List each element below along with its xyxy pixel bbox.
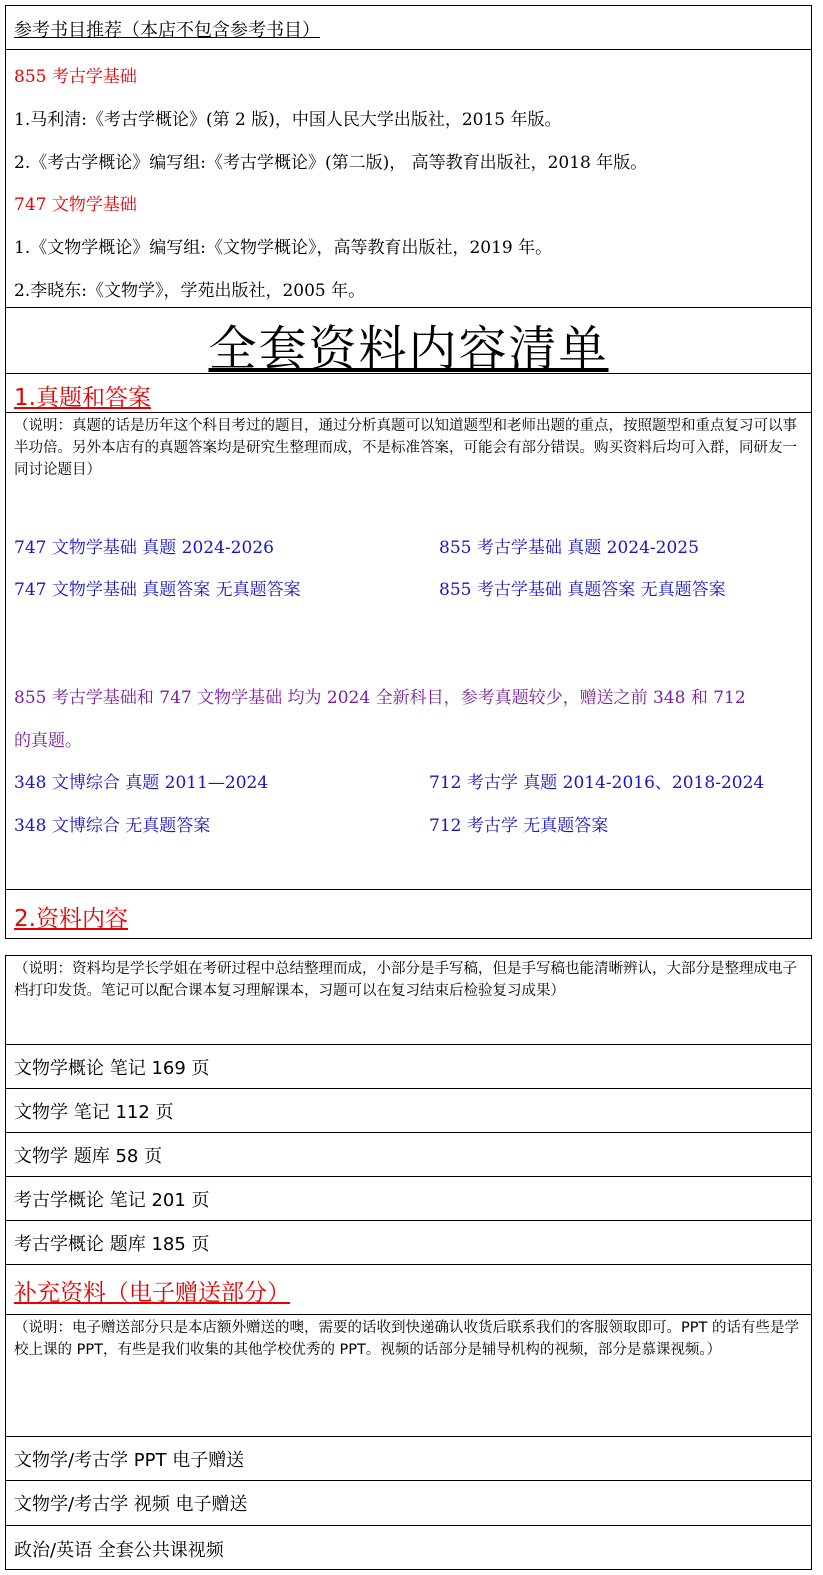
section2-title: 2.资料内容 — [14, 906, 128, 932]
main-title-row — [6, 307, 811, 377]
material-row — [6, 1132, 811, 1176]
book-section-747-title: 747 文物学基础 — [14, 195, 137, 215]
document-table-bottom — [5, 955, 812, 1570]
material-item: 考古学概论 题库 185 页 — [14, 1233, 210, 1255]
books-header: 参考书目推荐（本店不包含参考书目） — [14, 20, 320, 41]
material-row — [6, 1088, 811, 1132]
material-row — [6, 1044, 811, 1088]
section3-title: 补充资料（电子赠送部分） — [14, 1280, 290, 1306]
section3-note-row — [6, 1314, 811, 1436]
exam-348-answers: 348 文博综合 无真题答案 — [14, 816, 211, 836]
exam-712-answers: 712 考古学 无真题答案 — [429, 816, 609, 836]
book-747-item-2: 2.李晓东:《文物学》，学苑出版社，2005 年。 — [14, 281, 366, 301]
book-747-item-1: 1.《文物学概论》编写组:《文物学概论》，高等教育出版社，2019 年。 — [14, 238, 553, 258]
book-855-item-2: 2.《考古学概论》编写组:《考古学概论》(第二版)， 高等教育出版社，2018 年版。 — [14, 153, 648, 173]
gift-row — [6, 1525, 811, 1571]
gift-item: 政治/英语 全套公共课视频 — [14, 1539, 224, 1561]
section3-title-row — [6, 1264, 811, 1314]
section1-title-row — [6, 373, 811, 412]
exam-747-answers: 747 文物学基础 真题答案 无真题答案 — [14, 580, 301, 600]
gift-note-line-1: 855 考古学基础和 747 文物学基础 均为 2024 全新科目，参考真题较少，赠送之前 348 和 712 — [14, 688, 746, 708]
exam-348-years: 348 文博综合 真题 2011—2024 — [14, 773, 269, 793]
gift-item: 文物学/考古学 视频 电子赠送 — [14, 1494, 248, 1515]
books-header-row — [6, 6, 811, 49]
section1-title: 1.真题和答案 — [14, 385, 151, 411]
exam-855-answers: 855 考古学基础 真题答案 无真题答案 — [439, 580, 726, 600]
books-list-row — [6, 49, 811, 307]
book-section-855-title: 855 考古学基础 — [14, 67, 137, 87]
section1-content-row — [6, 412, 811, 889]
section3-note: （说明：电子赠送部分只是本店额外赠送的噢，需要的话收到快递确认收货后联系我们的客服领取即可。PPT 的话有些是学校上课的 PPT，有些是我们收集的其他学校优秀的 PPT。视频的话部分是辅导机构的视频，部分是慕课视频。） — [14, 1320, 799, 1358]
exam-747-years: 747 文物学基础 真题 2024-2026 — [14, 538, 274, 558]
section2-note-row — [6, 956, 811, 1044]
gift-row — [6, 1480, 811, 1525]
material-row — [6, 1176, 811, 1220]
book-855-item-1: 1.马利清:《考古学概论》(第 2 版)，中国人民大学出版社，2015 年版。 — [14, 110, 562, 130]
material-row — [6, 1220, 811, 1264]
section2-note: （说明：资料均是学长学姐在考研过程中总结整理而成，小部分是手写稿，但是手写稿也能清晰辨认，大部分是整理成电子档打印发货。笔记可以配合课本复习理解课本，习题可以在复习结束后检验复习成果） — [14, 961, 797, 999]
gift-note-line-2: 的真题。 — [14, 731, 82, 751]
exam-712-years: 712 考古学 真题 2014-2016、2018-2024 — [429, 773, 765, 793]
document-table-top — [5, 5, 812, 939]
section1-note: （说明：真题的话是历年这个科目考过的题目，通过分析真题可以知道题型和老师出题的重点，按照题型和重点复习可以事半功倍。另外本店有的真题答案均是研究生整理而成，不是标准答案，可能会有部分错误。购买资料后均可入群，同研友一同讨论题目） — [14, 418, 797, 478]
material-item: 文物学概论 笔记 169 页 — [14, 1057, 210, 1079]
material-item: 考古学概论 笔记 201 页 — [14, 1189, 210, 1211]
gift-row — [6, 1436, 811, 1480]
material-item: 文物学 题库 58 页 — [14, 1145, 163, 1167]
exam-855-years: 855 考古学基础 真题 2024-2025 — [439, 538, 699, 558]
gift-item: 文物学/考古学 PPT 电子赠送 — [14, 1449, 245, 1471]
section2-title-row — [6, 889, 811, 940]
material-item: 文物学 笔记 112 页 — [14, 1101, 174, 1123]
main-title: 全套资料内容清单 — [208, 321, 609, 377]
